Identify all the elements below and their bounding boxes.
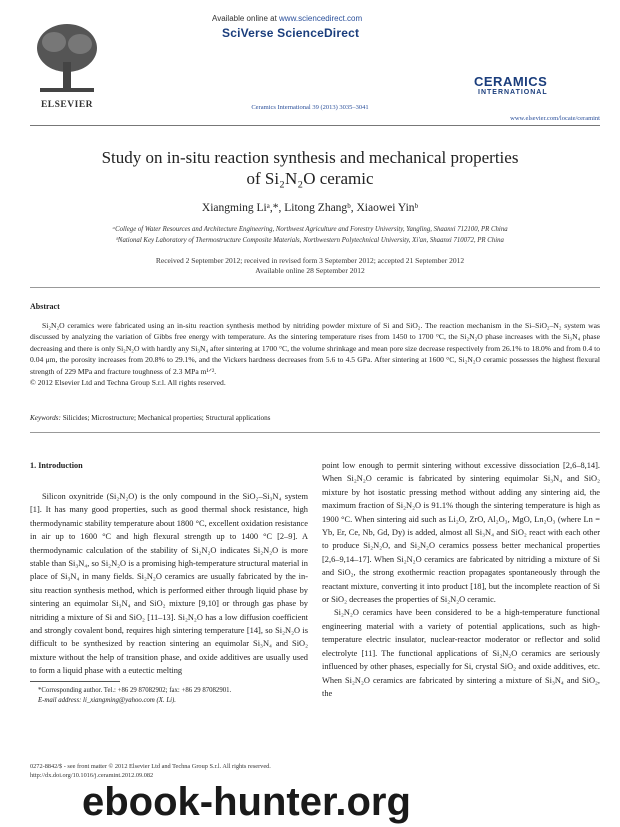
keywords-label: Keywords: [30, 414, 61, 422]
keywords [30, 414, 600, 422]
paper-title-line-1: Study on in-situ reaction synthesis and mechanical properties [101, 148, 519, 167]
email-address: E-mail address: li_xiangming@yahoo.com (X. Li). [38, 697, 176, 704]
affiliation-a: ᵃCollege of Water Resources and Architecture Engineering, Northwest Agriculture and Forestry University, Yangling, Shaanxi 712100, PR China [112, 226, 508, 233]
intro-paragraph-1: Silicon oxynitride (Si₂N₂O) is the only compound in the SiO₂–Si₃N₄ system [1]. It has many good properties, such as good thermal shock resistance, high thermodynamic stability temperature about 1800 °C, excellent oxidation resistance in air up to 1600 °C and high flexural strength up to 1400 °C [2–9]. A thermodynamic calculation of the stability of Si₂N₂O indicates Si₂N₂O is more stable than Si₃N₄, so Si₂N₂O is a promising high-temperature structural material in place of Si₃N₄ in many fields. Si₂N₂O ceramics are usually fabricated by the in-situ reaction synthesis method, which is performed either through liquid phase by sintering an equimolar Si₃N₄ and SiO₂ mixture [9,10] or through gas phase by nitriding a mixture of Si and SiO₂ [11–13]. Si₂N₂O has a low diffusion coefficient and strongly covalent bond, requires high sintering temperature [14], so Si₂N₂O is difficult to be synthesized by reaction sintering an equimolar Si₃N₄ and SiO₂ mixture without the help of transition phase, and oxide additives are usually used to form a liquid phase with a eutectic melting [30, 492, 308, 676]
received-dates: Received 2 September 2012; received in revised form 3 September 2012; accepted 21 September 2012 [155, 256, 465, 265]
journal-reference[interactable]: Ceramics International 39 (2013) 3035–3041 [251, 104, 369, 111]
footnote [30, 686, 310, 706]
watermark: ebook-hunter.org [82, 780, 411, 824]
intro-paragraph-continued: point low enough to permit sintering without excessive dissociation [2,6–8,14]. When Si₂N₂O ceramic is fabricated by sintering equimolar Si₃N₄ and SiO₂ mixture by hot isostatic pressing method without adding any sintering aid, the maximum fraction of Si₂N₂O is 91.1% though the sintering temperature is high as 1900 °C. When sintering aid such as Li₂O, ZrO, Al₂O₃, MgO, Ln₂O₃ (where Ln = Yb, Er, Ce, Nb, Gd, Dy) is added, almost all Si₃N₄ and SiO₂ react with each other to produce Si₂N₂O, and Si₂N₂O ceramics possess better mechanical properties [2,6–9,14–17]. When Si₂N₂O ceramics are fabricated by nitriding a mixture of Si and SiO₂, the strong exothermic reaction propagates spontaneously through the reactant mixture, converting it into product [18], but the incomplete reaction of Si or SiO₂ decreases the properties of Si₂N₂O ceramic. [322, 461, 600, 605]
abstract-text [30, 320, 600, 388]
copyright: © 2012 Elsevier Ltd and Techna Group S.r.l. All rights reserved. [30, 378, 226, 388]
affiliation-b: ᵇNational Key Laboratory of Thermostructure Composite Materials, Northwestern Polytechnical University, Xi'an, Shaanxi 710072, PR China [116, 237, 504, 244]
sciencedirect-link[interactable]: www.sciencedirect.com [279, 14, 363, 23]
intro-paragraph-2: Si₂N₂O ceramics have been considered to be a high-temperature functional engineering material with a variety of potential applications, such as high-temperature electric insulator, nuclear-reactor moderator or reflector and solid electrolyte [11]. The functional applications of Si₂N₂O ceramics are seriously influenced by other phases, especially for Si, crystal SiO₂ and oxide additives, etc. When Si₂N₂O ceramics are fabricated by sintering a mixture of Si₃N₄ and SiO₂, the [322, 608, 600, 698]
abstract-body: Si₂N₂O ceramics were fabricated using an in-situ reaction synthesis method by nitriding powder mixture of Si and SiO₂. The reaction mechanism in the Si–SiO₂–N₂ system was discussed by analyzing the variation of Gibbs free energy with temperature. As the sintering temperature rises from 1450 to 1700 °C, the Si₂N₂O phase increases with the Si₃N₄ phase decreasing and there is only Si₂N₂O with hardly any Si₃N₄ after sintering at 1700 °C, the volume shrinkage and mean pore size decrease respectively from 26.1% to 18.0% and from 0.4 to 0.04 μm, the porosity increases from 20.8% to 29.1%, and the Vickers hardness decreases from 5.6 to 4.5 GPa. After sintering at 1600 °C, Si₂N₂O ceramic possesses the highest flexural strength of 229 MPa and fracture toughness of 2.3 MPa m¹ᐟ². [30, 321, 600, 376]
issn-line: 0272-8842/$ - see front matter © 2012 Elsevier Ltd and Techna Group S.r.l. All rights reserved. [30, 763, 271, 770]
available-online: Available online at www.sciencedirect.com [212, 14, 363, 23]
journal-logo-title: CERAMICS [474, 74, 548, 89]
front-matter [30, 762, 430, 780]
corresponding-author: *Corresponding author. Tel.: +86 29 87082902; fax: +86 29 87082901. [38, 687, 232, 694]
keywords-list: Silicides; Microstructure; Mechanical properties; Structural applications [62, 414, 271, 422]
available-date: Available online 28 September 2012 [255, 266, 365, 275]
authors: Xiangming Liᵃ,*, Litong Zhangᵇ, Xiaowei Yinᵇ [201, 202, 419, 214]
journal-logo-subtitle: INTERNATIONAL [478, 89, 548, 96]
footnote-divider [30, 681, 120, 682]
abstract-divider-bottom [30, 432, 600, 433]
abstract-heading: Abstract [30, 302, 60, 311]
section-heading: 1. Introduction [30, 461, 83, 470]
journal-url-link[interactable]: www.elsevier.com/locate/ceramint [510, 115, 600, 122]
right-column [322, 459, 600, 700]
header-divider [30, 125, 600, 126]
abstract-divider-top [30, 287, 600, 288]
sciverse-logo: SciVerse ScienceDirect [222, 26, 360, 40]
paper-title [40, 147, 580, 189]
paper-title-line-2: of Si₂N₂O ceramic [246, 169, 374, 188]
left-column [30, 490, 308, 678]
publisher-name: ELSEVIER [40, 100, 94, 110]
elsevier-tree-logo [30, 18, 104, 98]
doi-link[interactable]: http://dx.doi.org/10.1016/j.ceramint.2012.09.082 [30, 772, 154, 779]
